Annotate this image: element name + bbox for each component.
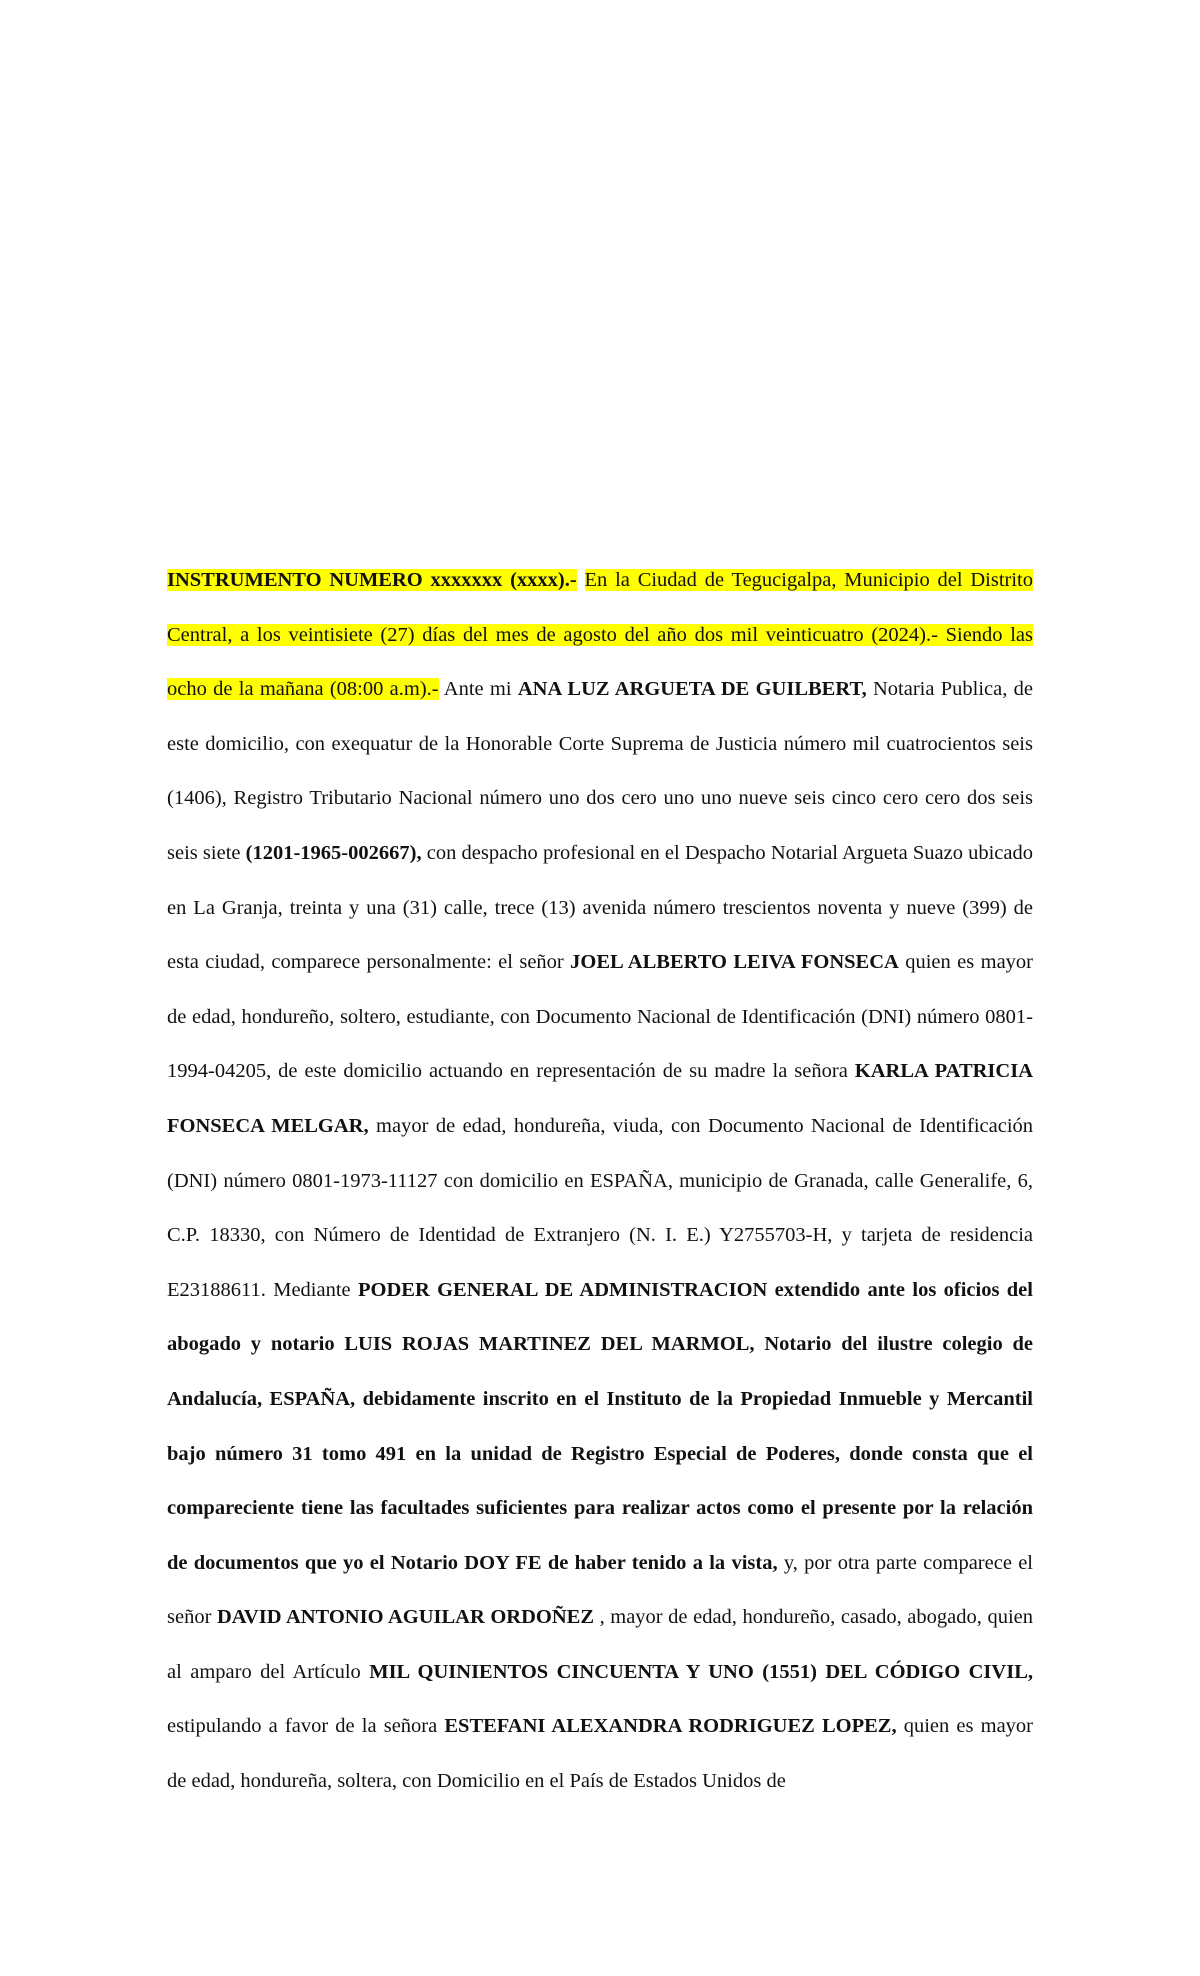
text-segment: quien es mayor de edad, hondureño, soltero, estudiante, con Documento Nacional de Identificación (DNI) número 0801-1994-04205, de este domicilio actuando en representación de su madre la señora (167, 951, 1033, 1083)
notary-name: ANA LUZ ARGUETA DE GUILBERT, (517, 678, 867, 701)
instrument-paragraph (167, 553, 1033, 1809)
text-segment: quien es mayor de edad, hondureña, soltera, con Domicilio en el País de Estados Unidos de (167, 1715, 1034, 1793)
text-segment: mayor de edad, hondureña, viuda, con Documento Nacional de Identificación (DNI) número 0801-1973-11127 con domicilio en ESPAÑA, municipio de Granada, calle Generalife, 6, C.P. 18330, con Número de Identidad de Extranjero (N. I. E.) Y2755703-H, y tarjeta de residencia E23188611. Mediante (167, 1114, 1034, 1301)
text-segment: y, por otra parte comparece el señor (167, 1551, 1033, 1629)
text-segment: Ante mi (443, 678, 518, 701)
text-segment: estipulando a favor de la señora (167, 1715, 445, 1738)
instrument-date-clause: En la Ciudad de Tegucigalpa, Municipio del Distrito Central, a los veintisiete (27) días del mes de agosto del año dos mil veinticuatro (2024).- Siendo las ocho de la mañana (08:00 a.m).- (167, 569, 1034, 701)
text-segment: Notaria Publica, de este domicilio, con exequatur de la Honorable Corte Suprema de Justicia número mil cuatrocientos seis (1406), Registro Tributario Nacional número uno dos cero uno uno nueve seis cinco cero cero dos seis seis siete (167, 678, 1033, 864)
represented-party-name: KARLA PATRICIA FONSECA MELGAR, (167, 1060, 1033, 1137)
second-party-name: DAVID ANTONIO AGUILAR ORDOÑEZ (216, 1606, 594, 1629)
appearing-party-name: JOEL ALBERTO LEIVA FONSECA (570, 951, 899, 974)
text-segment: , mayor de edad, hondureño, casado, abogado, quien al amparo del Artículo (167, 1606, 1033, 1683)
text-segment: con despacho profesional en el Despacho Notarial Argueta Suazo ubicado en La Granja, treinta y una (31) calle, trece (13) avenida número trescientos noventa y nueve (399) de esta ciudad, comparece personalmente: el señor (167, 841, 1033, 974)
notary-rtn: (1201-1965-002667), (245, 841, 422, 864)
instrument-heading: INSTRUMENTO NUMERO xxxxxxx (xxxx).- (167, 569, 577, 591)
beneficiary-name: ESTEFANI ALEXANDRA RODRIGUEZ LOPEZ, (444, 1715, 897, 1738)
civil-code-article: MIL QUINIENTOS CINCUENTA Y UNO (1551) DEL CÓDIGO CIVIL, (369, 1660, 1033, 1683)
power-of-attorney-clause: PODER GENERAL DE ADMINISTRACION extendido ante los oficios del abogado y notario LUIS ROJAS MARTINEZ DEL MARMOL, Notario del ilustre colegio de Andalucía, ESPAÑA, debidamente inscrito en el Instituto de la Propiedad Inmueble y Mercantil bajo número 31 tomo 491 en la unidad de Registro Especial de Poderes, donde consta que el compareciente tiene las facultades suficientes para realizar actos como el presente por la relación de documentos que yo el Notario DOY FE de haber tenido a la vista, (167, 1278, 1033, 1574)
